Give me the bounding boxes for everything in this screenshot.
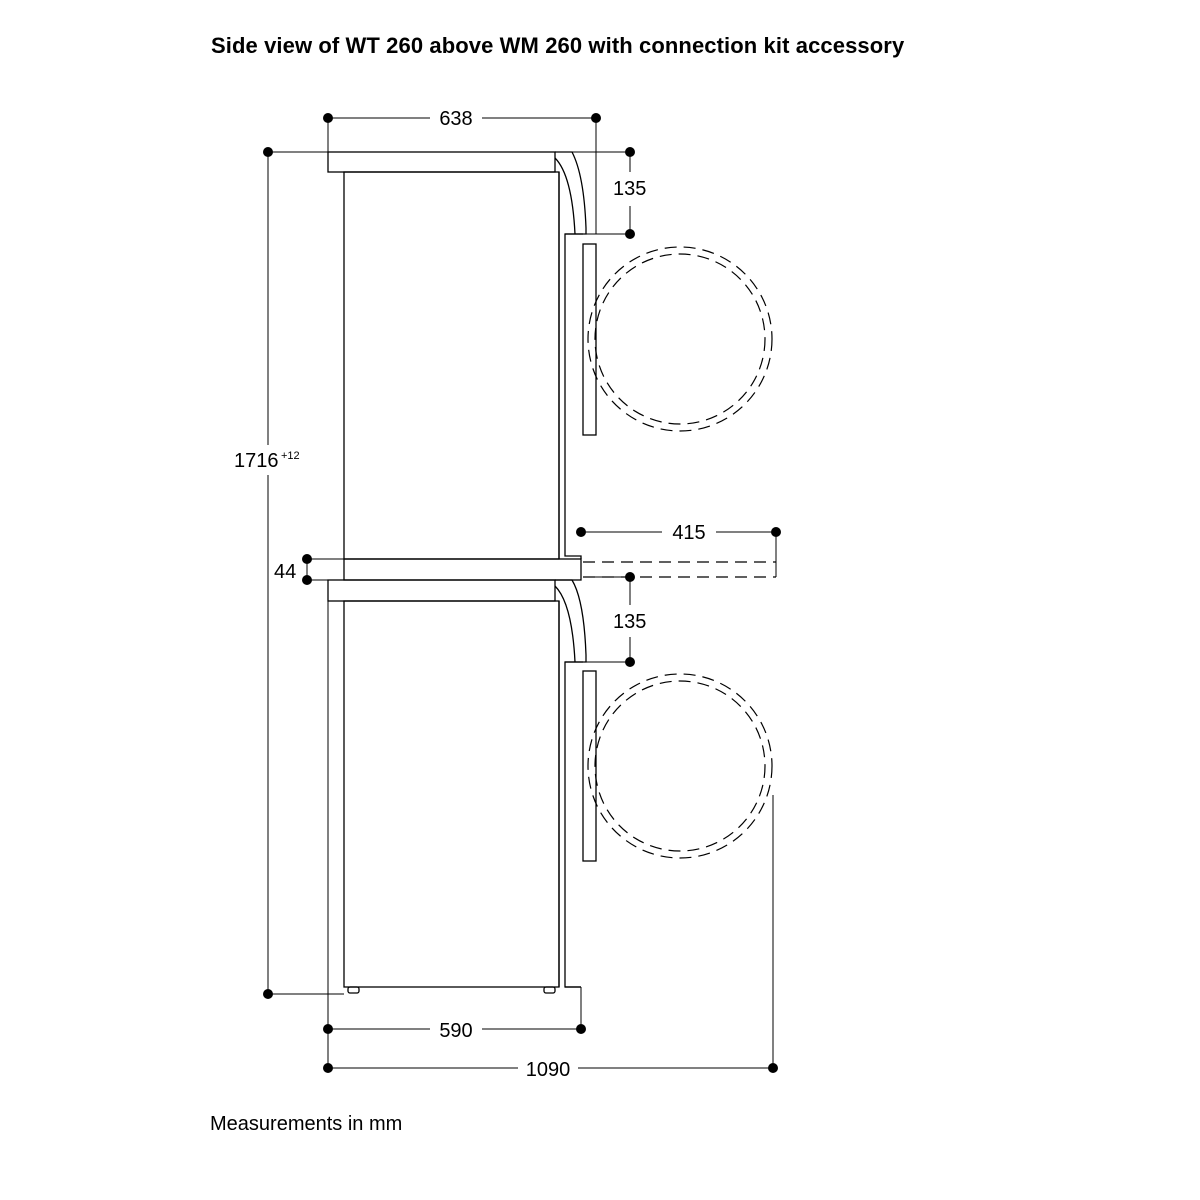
upper-appliance — [328, 152, 596, 559]
dim-top-depth: 638 — [439, 108, 473, 130]
dim-lower-door-offset: 135 — [613, 611, 647, 633]
upper-door-swing-outer — [588, 247, 772, 431]
measurement-note: Measurements in mm — [210, 1113, 403, 1135]
dim-appliance-depth: 590 — [439, 1020, 473, 1042]
upper-worktop — [328, 152, 555, 172]
connection-kit-plate — [344, 559, 581, 580]
front-foot — [348, 987, 359, 993]
diagram-title: Side view of WT 260 above WM 260 with connection kit accessory — [211, 33, 905, 58]
dim-upper-door-offset: 135 — [613, 178, 647, 200]
dim-total-depth: 1090 — [525, 1059, 571, 1081]
upper-door-swing-inner — [595, 254, 765, 424]
lower-panel-curve — [555, 586, 575, 662]
lower-cabinet-body — [344, 601, 559, 987]
upper-panel-curve — [555, 158, 575, 234]
dim-total-height-tolerance: +12 — [281, 450, 300, 462]
dim-total-height: 1716 — [234, 450, 279, 472]
lower-front-panel — [555, 580, 586, 987]
upper-cabinet-body — [344, 172, 559, 559]
connection-kit — [344, 559, 581, 580]
rear-foot — [544, 987, 555, 993]
dim-kit-height: 44 — [274, 561, 297, 583]
lower-appliance — [328, 580, 596, 993]
upper-front-panel — [555, 152, 586, 559]
lower-worktop — [328, 580, 555, 601]
upper-door — [583, 244, 596, 435]
lower-door-swing-outer — [588, 674, 772, 858]
lower-door-swing-inner — [595, 681, 765, 851]
lower-door — [583, 671, 596, 861]
dim-door-opening-depth: 415 — [672, 522, 706, 544]
